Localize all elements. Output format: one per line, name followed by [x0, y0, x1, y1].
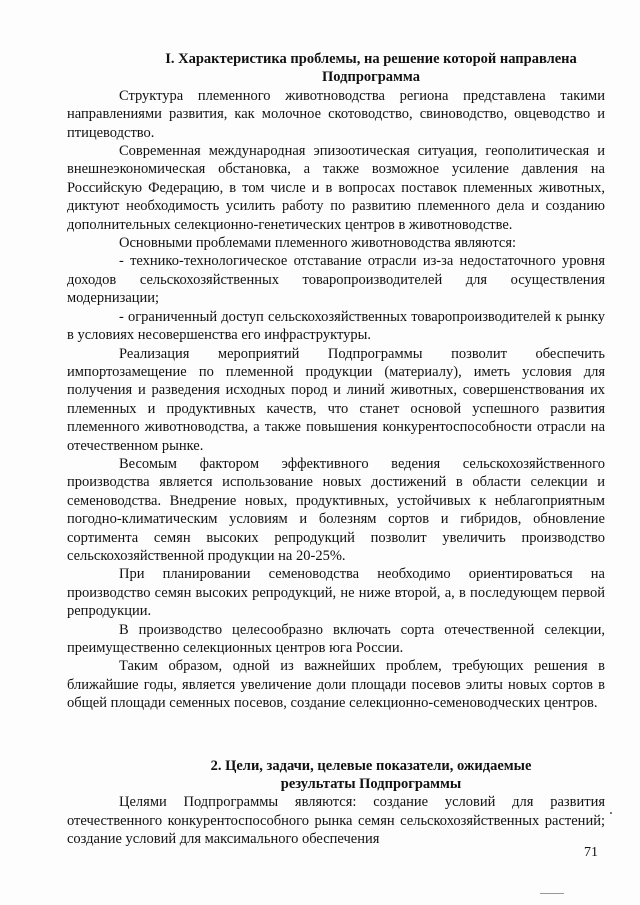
section-2-title — [67, 757, 605, 794]
section-spacer — [67, 713, 605, 757]
list-item-1: - технико-технологическое отставание отрасли из-за недостаточного уровня доходов сельскохозяйственных товаропроизводителей для осуществления модернизации; — [67, 253, 605, 307]
paragraph-1: Структура племенного животноводства региона представлена такими направлениями развития, как молочное скотоводство, свиноводство, овцеводство и птицеводство. — [67, 87, 605, 141]
paragraph-2: Современная международная эпизоотическая ситуация, геополитическая и внешнеэкономическая обстановка, а также возможное усиление давления на Российскую Федерацию, в том числе и в вопросах поставок племенных животных, диктуют необходимость усилить работу по развитию племенного дела и созданию дополнительных селекционно-генетических центров в животноводстве. — [67, 143, 605, 233]
section-1-title — [67, 50, 605, 87]
list-item-2: - ограниченный доступ сельскохозяйственных товаропроизводителей к рынку в условиях несовершенства его инфраструктуры. — [67, 308, 605, 344]
section-2-paragraph-1: Целями Подпрограммы являются: создание условий для развития отечественного конкурентоспособного рынка семян сельскохозяйственных растений; создание условий для максимального обеспечения — [67, 794, 605, 848]
page-number: 71 — [584, 845, 598, 860]
section-1-title-line-2: Подпрограмма — [322, 69, 420, 86]
paragraph-7: В производство целесообразно включать сорта отечественной селекции, преимущественно селекционных центров юга России. — [67, 621, 605, 656]
paragraph-3: Основными проблемами племенного животноводства являются: — [119, 235, 517, 252]
section-2-title-line-1: 2. Цели, задачи, целевые показатели, ожидаемые — [210, 757, 532, 774]
scan-artifact — [540, 893, 564, 894]
scan-artifact — [610, 812, 612, 814]
document-body — [67, 50, 605, 849]
paragraph-5: Весомым фактором эффективного ведения сельскохозяйственного производства является использование новых достижений в области селекции и семеноводства. Внедрение новых, продуктивных, устойчивых к неблагоприятным погодно-климатическим условиям и болезням сортов и гибридов, обновление сортимента семян высоких репродукций позволит увеличить производство сельскохозяйственной продукции на 20-25%. — [67, 455, 605, 564]
paragraph-6: При планировании семеноводства необходимо ориентироваться на производство семян высоких репродукций, не ниже второй, а, в последующем первой репродукции. — [67, 566, 605, 620]
paragraph-4: Реализация мероприятий Подпрограммы позволит обеспечить импортозамещение по племенной продукции (материалу), иметь условия для получения и разведения исходных пород и линий животных, совершенствования их племенных и продуктивных качеств, что станет основой успешного развития племенного животноводства, а также повышения конкурентоспособности отрасли на отечественном рынке. — [67, 345, 605, 454]
paragraph-8: Таким образом, одной из важнейших проблем, требующих решения в ближайшие годы, является увеличение доли площади посевов элиты новых сортов в общей площади семенных посевов, создание селекционно-семеноводческих центров. — [67, 658, 605, 712]
section-2-title-line-2: результаты Подпрограммы — [280, 776, 462, 793]
section-1-title-line-1: I. Характеристика проблемы, на решение которой направлена — [165, 51, 577, 67]
